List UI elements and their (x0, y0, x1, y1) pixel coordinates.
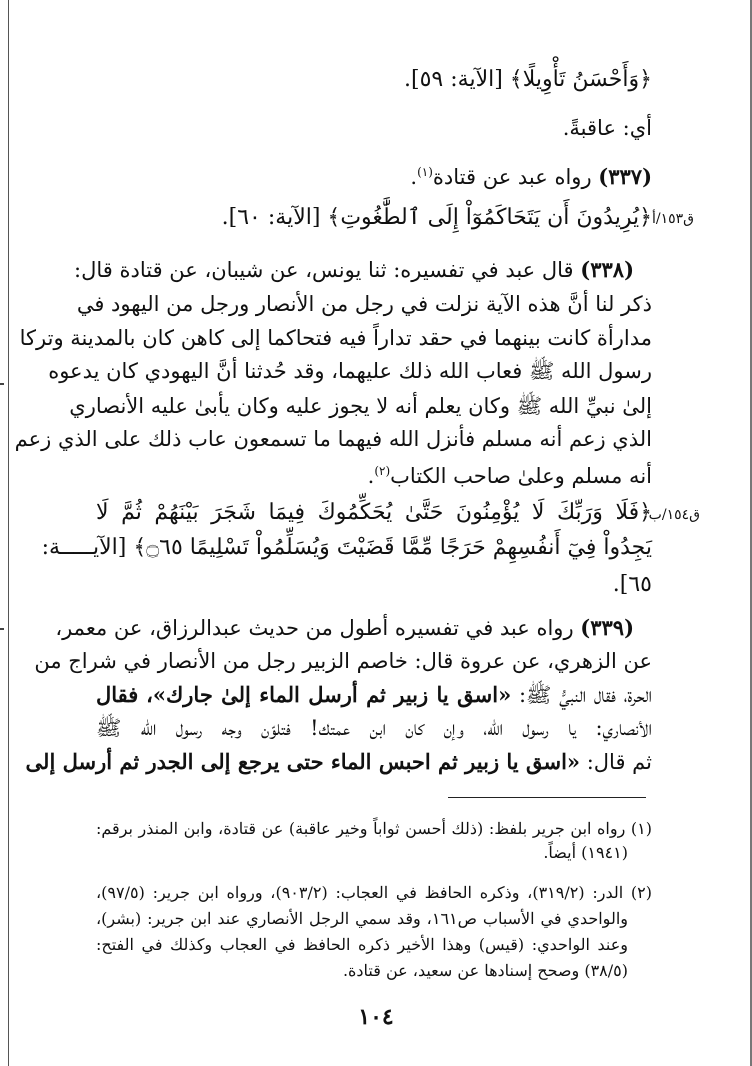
footnote-line: (٣٨/٥) وصحح إسنادها عن سعيد، عن قتادة. (342, 961, 628, 980)
footnote-line: (١) رواه ابن جرير بلفظ: (ذلك أحسن ثواباً وخير عاقبة) عن قتادة، وابن المنذر برقم: (96, 819, 652, 838)
text-line: الأنصاري: يا رسول الله، وإن كان ابن عمتك! فتلوّن وجه رسول الله ﷺ (96, 716, 652, 740)
hadith-quote: «اسق يا زبير ثم أرسل الماء إلىٰ جارك»، (146, 682, 512, 707)
narration-text: الحرة، فقال النبيُّ ﷺ: (518, 683, 652, 707)
narration-line (74, 252, 634, 288)
footnote-marker: (١) (417, 165, 433, 179)
narration-number: (٣٣٧) (598, 164, 652, 189)
margin-tick-mark (0, 383, 4, 385)
left-frame-line (8, 0, 9, 1066)
text-line: رسول الله ﷺ فعاب الله ذلك عليهما، وقد حُدثنا أنَّ اليهودي كان يدعوه (48, 359, 652, 383)
verse-line: يَجِدُواْ فِيٓ أَنفُسِهِمْ حَرَجًا مِّمَّا قَضَيْتَ وَيُسَلِّمُواْ تَسْلِيمًا ۝٦٥﴾ [الآيـــــة: (41, 535, 652, 560)
narration-text: قال عبد في تفسيره: ثنا يونس، عن شيبان، عن قتادة قال: (74, 258, 574, 282)
punctuation: . (410, 165, 418, 189)
narration-text: رواه عبد في تفسيره أطول من حديث عبدالرزاق، عن معمر، (55, 616, 574, 640)
narration-number: (٣٣٩) (580, 615, 634, 640)
footnote-marker: (٢) (374, 464, 391, 478)
verse-line: ﴿يُرِيدُونَ أَن يَتَحَاكَمُوٓاْ إِلَى ٱلطَّٰغُوتِ﴾ [الآية: ٦٠]. (221, 205, 652, 230)
narration-text: أنه مسلم وعلىٰ صاحب الكتاب (390, 464, 652, 488)
punctuation: . (367, 464, 375, 488)
footnote-line: (٢) الدر: (٣١٩/٢)، وذكره الحافظ في العجاب: (٩٠٣/٢)، ورواه ابن جرير: (٩٧/٥)، (96, 883, 653, 902)
hadith-quote: «اسق يا زبير ثم احبس الماء حتى يرجع إلى الجدر ثم أرسل إلى (25, 749, 581, 774)
manuscript-folio-ref: ق١٥٣/أ (652, 211, 695, 227)
text-line: ذكر لنا أنَّ هذه الآية نزلت في رجل من الأنصار ورجل من اليهود في (76, 292, 652, 316)
footnote-line: وعند الواحدي: (قيس) وهذا الأخير ذكره الحافظ في العجاب وكذلك في الفتح: (96, 935, 628, 954)
verse-line: ﴿فَلَا وَرَبِّكَ لَا يُؤْمِنُونَ حَتَّىٰ يُحَكِّمُوكَ فِيمَا شَجَرَ بَيْنَهُمْ ثُمَّ لَا (96, 500, 652, 525)
margin-tick-mark (0, 628, 4, 630)
text-line: الذي زعم أنه مسلم فأنزل الله فيهما ما تسمعون عاب ذلك على الذي زعم (14, 427, 652, 451)
narration-number: (٣٣٨) (580, 257, 634, 282)
text-line: عن الزهري، عن عروة قال: خاصم الزبير رجل من الأنصار في شراج من (34, 649, 652, 673)
verse-line: ﴿وَأَحْسَنُ تَأْوِيلًا﴾ [الآية: ٥٩]. (404, 67, 652, 92)
text-line (96, 677, 652, 713)
text-line (96, 453, 652, 489)
narration-text: فقال (96, 682, 139, 707)
narration-line (55, 610, 634, 646)
text-line: إلىٰ نبيِّ الله ﷺ وكان يعلم أنه لا يجوز عليه وكان يأبىٰ عليه الأنصاري (69, 394, 652, 418)
text-line: مدارأة كانت بينهما في حقد تداراً فيه فتحاكما إلى كاهن كان بالمدينة وتركا (19, 326, 652, 350)
text-line: أي: عاقبةً. (562, 116, 652, 140)
footnote-line: (١٩٤١) أيضاً. (543, 843, 628, 862)
footnote-separator (448, 797, 646, 798)
text-line (25, 744, 652, 780)
verse-line: ٦٥]. (612, 572, 652, 597)
narration-text: رواه عبد عن قتادة (432, 165, 592, 189)
footnote-line: والواحدي في الأسباب ص١٦١، وقد سمي الرجل الأنصاري عند ابن جرير: (بشر)، (96, 909, 628, 928)
narration-line (96, 154, 652, 190)
narration-text: ثم قال: (586, 750, 652, 774)
page-number: ١٠٤ (358, 1004, 394, 1030)
manuscript-folio-ref: ق١٥٤/ب (648, 507, 700, 523)
